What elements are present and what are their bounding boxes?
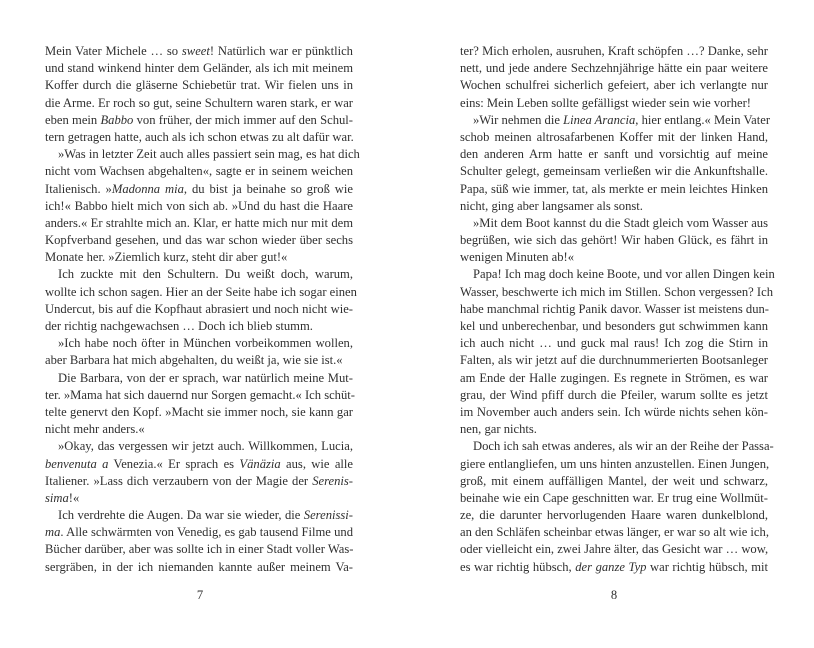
- text-segment: eben mein: [45, 112, 101, 127]
- text-line: [45, 318, 353, 335]
- paragraph: [460, 266, 775, 438]
- text-segment: Italiener. »Lass dich verzaubern von der Magie der: [45, 473, 313, 488]
- text-segment: die Arme. Er roch so gut, seine Schultern waren stark, er war: [45, 95, 353, 110]
- italic-text: Linea Arancia: [563, 112, 636, 127]
- text-segment: von früher, der mich immer auf den Schul-: [133, 112, 353, 127]
- italic-text: ma: [45, 525, 61, 540]
- italic-text: Madonna mia: [111, 181, 184, 196]
- text-line: [460, 232, 768, 249]
- text-line: [45, 181, 353, 198]
- text-segment: Papa! Ich mag doch keine Boote, und vor allen Dingen kein: [473, 267, 775, 282]
- text-line: [460, 404, 768, 421]
- text-line: [45, 404, 353, 421]
- text-line: [460, 421, 768, 438]
- text-segment: nicht, ging aber langsamer als sonst.: [460, 198, 643, 213]
- text-line: [460, 456, 768, 473]
- text-segment: Falten, als wir jetzt auf die durchnummerierten Bootsanleger: [460, 353, 768, 368]
- italic-text: benvenuta a: [45, 456, 109, 471]
- text-line: [460, 370, 768, 387]
- text-line: [45, 438, 353, 455]
- text-segment: an den Schläfen scheinbar etwas länger, er war so alt wie ich,: [460, 525, 769, 540]
- text-segment: »Okay, das vergessen wir jetzt auch. Willkommen, Lucia,: [58, 439, 353, 454]
- text-segment: ich auch nicht … und guck mal raus! Ich zog die Stirn in: [460, 336, 768, 351]
- text-segment: ze, die darunter hervorlugenden Haare waren dunkelblond,: [460, 508, 768, 523]
- text-line: [460, 284, 774, 301]
- text-segment: und stand winkend hinter dem Geländer, als ich mit meinem: [45, 61, 353, 76]
- text-line: [45, 163, 353, 180]
- text-line: [45, 541, 353, 558]
- text-line: [460, 198, 768, 215]
- text-segment: Doch ich sah etwas anderes, als wir an der Reihe der Passa-: [473, 439, 774, 454]
- text-segment: Ich zuckte mit den Schultern. Du weißt doch, warum,: [58, 267, 353, 282]
- text-segment: Koffer durch die gläserne Schiebetür trat. Wir fielen uns in: [45, 78, 353, 93]
- text-line: [460, 181, 768, 198]
- text-segment: wenigen Minuten ab!«: [460, 250, 575, 265]
- text-line: [45, 215, 353, 232]
- text-line: [460, 112, 771, 129]
- text-line: [45, 387, 353, 404]
- text-segment: »Mit dem Boot kannst du die Stadt gleich vom Wasser aus: [473, 215, 768, 230]
- text-segment: aus, wie alle: [280, 456, 353, 471]
- text-segment: Mein Vater Michele … so: [45, 44, 182, 58]
- text-segment: oder vielleicht ein, zwei Jahre älter, das Gesicht war … wow,: [460, 542, 769, 557]
- text-line: [45, 129, 353, 146]
- text-segment: den anderen Arm hatte er sanft und vorsichtig auf meine: [460, 147, 768, 162]
- text-line: [460, 490, 768, 507]
- text-segment: beinahe wie ein Cape geschnitten war. Er trug eine Wollmüt-: [460, 490, 768, 505]
- text-segment: »Wir nehmen die: [473, 112, 564, 127]
- text-line: [460, 43, 768, 60]
- paragraph: [460, 112, 771, 215]
- page-number-right: 8: [610, 588, 618, 602]
- text-segment: anders.« Er strahlte mich an. Klar, er hatte mich nur mit dem: [45, 215, 353, 230]
- text-segment: der richtig nachgewachsen … Doch ich blieb stumm.: [45, 319, 313, 333]
- text-segment: grau, der Wind pfiff durch die Pfeiler, warum sollte es jetzt: [460, 387, 768, 402]
- text-line: [45, 473, 353, 490]
- text-line: [45, 370, 353, 387]
- text-line: [45, 60, 353, 77]
- text-line: [45, 301, 353, 318]
- text-segment: Wochen schulfrei sicherlich gefeiert, aber ich verlangte nur: [460, 78, 768, 93]
- text-line: [45, 559, 353, 576]
- text-segment: Die Barbara, von der er sprach, war natürlich meine Mut-: [58, 370, 353, 385]
- paragraph: [45, 146, 360, 266]
- paragraph: [45, 370, 353, 439]
- text-segment: am Ende der Halle zugingen. Es regnete in Strömen, es war: [460, 370, 768, 385]
- text-line: [460, 77, 768, 94]
- text-segment: habe manchmal richtig Panik davor. Wasser ist meistens dun-: [460, 301, 769, 316]
- text-line: [45, 284, 357, 301]
- italic-text: sweet: [181, 44, 210, 58]
- paragraph: [45, 507, 353, 576]
- text-line: [460, 129, 768, 146]
- italic-text: Serenis-: [312, 473, 353, 488]
- text-segment: eins: Mein Leben sollte gefälligst wieder sein wie vorher!: [460, 95, 751, 110]
- text-segment: Bücher darüber, aber was sollte ich in einer Stadt voller Was-: [45, 542, 354, 557]
- text-segment: ! Natürlich war er pünktlich: [209, 44, 353, 58]
- text-line: [460, 249, 768, 266]
- text-line: [45, 43, 353, 60]
- text-line: [460, 163, 768, 180]
- text-line: [45, 249, 353, 266]
- text-line: [460, 524, 768, 541]
- paragraph: [460, 215, 768, 267]
- text-segment: Italienisch. »: [45, 181, 112, 196]
- text-segment: Undercut, bis auf die Kopfhaut abrasiert und noch nicht wie-: [45, 301, 353, 316]
- text-line: [460, 541, 768, 558]
- text-line: [460, 473, 768, 490]
- text-line: [45, 266, 353, 283]
- italic-text: Vänäzia: [239, 456, 281, 471]
- text-segment: schob meinen altrosafarbenen Koffer mit der linken Hand,: [460, 129, 768, 144]
- text-segment: Venezia.« Er sprach es: [108, 456, 240, 471]
- text-line: [45, 232, 353, 249]
- text-segment: nett, und jede andere Sechzehnjährige hätte ein paar weitere: [460, 61, 768, 76]
- text-segment: aber Barbara hat mich abgehalten, du weißt ja, wie sie ist.«: [45, 353, 343, 368]
- text-line: [460, 507, 768, 524]
- text-segment: ter. »Mama hat sich dauernd nur Sorgen gemacht.« Ich schüt-: [45, 387, 355, 402]
- paragraph: [45, 266, 357, 335]
- text-segment: »Ich habe noch öfter in München vorbeikommen wollen,: [58, 336, 353, 351]
- text-segment: Ich verdrehte die Augen. Da war sie wieder, die: [58, 508, 304, 523]
- text-line: [460, 318, 768, 335]
- text-segment: giere entlangliefen, um uns hinten anzustellen. Einen Jungen,: [460, 456, 770, 471]
- text-line: [460, 559, 768, 576]
- text-segment: war richtig hübsch, mit: [646, 559, 769, 574]
- text-segment: Schulter gelegt, gemeinsam verließen wir die Ankunftshalle.: [460, 164, 768, 179]
- text-line: [460, 146, 768, 163]
- text-line: [45, 77, 353, 94]
- italic-text: sima: [45, 490, 69, 505]
- text-segment: . Alle schwärmten von Venedig, es gab tausend Filme und: [60, 525, 353, 540]
- text-segment: kel und unberechenbar, und besonders gut schwimmen kann: [460, 319, 768, 333]
- text-segment: Papa, süß wie immer, tat, als merkte er mein leichtes Hinken: [460, 181, 768, 196]
- text-segment: nicht mehr anders.«: [45, 422, 145, 437]
- text-line: [460, 215, 768, 232]
- text-line: [460, 438, 774, 455]
- text-segment: im November auch anders sein. Ich würde nichts sehen kön-: [460, 404, 768, 419]
- text-segment: wollte ich schon sagen. Hier an der Seite habe ich sogar einen: [45, 284, 357, 299]
- text-segment: tern getragen hatte, auch als ich schon etwas zu alt dafür war.: [45, 129, 354, 144]
- text-line: [45, 507, 353, 524]
- italic-text: der ganze Typ: [575, 559, 647, 574]
- text-line: [45, 146, 360, 163]
- text-segment: , hier entlang.« Mein Vater: [635, 112, 771, 127]
- right-page-text: [460, 43, 775, 576]
- text-line: [460, 352, 768, 369]
- text-segment: !«: [68, 490, 80, 505]
- text-segment: groß, mit einem auffälligen Mantel, der weit und schwarz,: [460, 473, 768, 488]
- italic-text: Serenissi-: [303, 508, 353, 523]
- text-line: [45, 490, 353, 507]
- paragraph: [45, 335, 353, 369]
- text-line: [460, 387, 768, 404]
- text-segment: »Was in letzter Zeit auch alles passiert sein mag, es hat dich: [58, 147, 360, 162]
- text-line: [45, 112, 353, 129]
- text-line: [45, 95, 353, 112]
- paragraph: [460, 438, 774, 576]
- text-line: [460, 60, 768, 77]
- text-segment: telte genervt den Kopf. »Macht sie immer noch, sie kann gar: [45, 404, 353, 419]
- left-page-text: [45, 43, 360, 576]
- text-line: [460, 335, 768, 352]
- text-segment: ich!« Babbo hielt mich von sich ab. »Und du hast die Haare: [45, 198, 353, 213]
- text-segment: es war richtig hübsch,: [460, 559, 576, 574]
- italic-text: Babbo: [100, 112, 134, 127]
- text-line: [45, 421, 353, 438]
- text-segment: nicht vom Wachsen abgehalten«, sagte er in seinem weichen: [45, 164, 353, 179]
- paragraph: [45, 43, 353, 146]
- text-line: [45, 335, 353, 352]
- text-segment: sergräben, in der ich niemanden kannte außer meinem Va-: [45, 559, 353, 574]
- text-segment: Wasser, beschwerte ich mich im Stillen. Schon vergessen? Ich: [460, 284, 774, 299]
- paragraph: [45, 438, 353, 507]
- text-line: [460, 301, 768, 318]
- text-segment: , du bist ja beinahe so groß wie: [183, 181, 353, 196]
- text-segment: Kopfverband gesehen, und das war schon wieder über sechs: [45, 233, 353, 248]
- text-segment: nen, gar nichts.: [460, 422, 537, 437]
- text-segment: Monate her. »Ziemlich kurz, steht dir aber gut!«: [45, 250, 288, 265]
- text-segment: begrüßen, wie sich das gehört! Wir haben Glück, es fährt in: [460, 233, 768, 248]
- page-number-left: 7: [196, 588, 204, 602]
- text-line: [45, 352, 353, 369]
- text-line: [460, 266, 775, 283]
- text-line: [460, 95, 768, 112]
- text-line: [45, 456, 353, 473]
- text-line: [45, 198, 353, 215]
- paragraph: [460, 43, 768, 112]
- text-line: [45, 524, 353, 541]
- text-segment: ter? Mich erholen, ausruhen, Kraft schöpfen …? Danke, sehr: [460, 44, 768, 58]
